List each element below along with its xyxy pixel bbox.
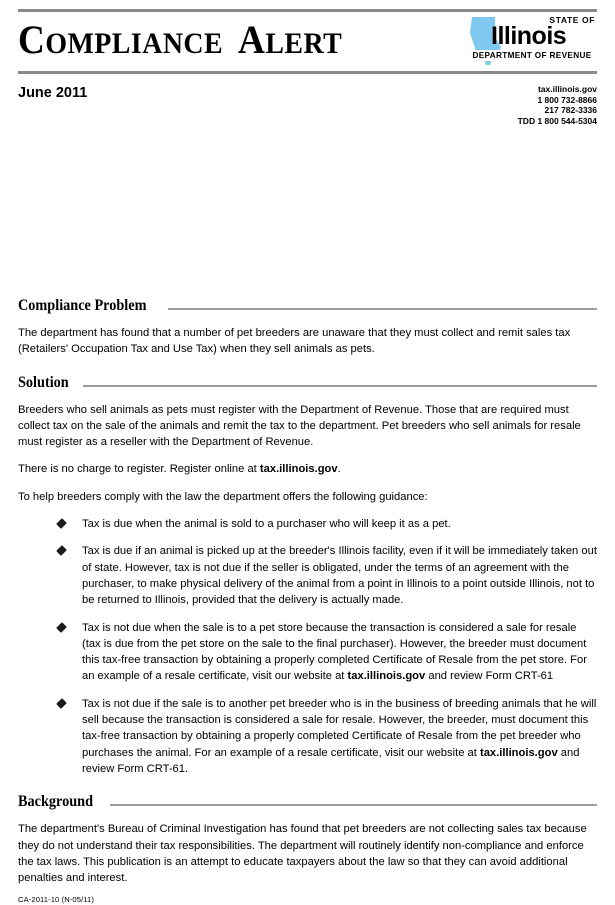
logo-state-of-text: STATE OF — [549, 15, 595, 25]
diamond-bullet-icon — [56, 622, 67, 633]
website-reference: tax.illinois.gov — [259, 463, 338, 476]
info-row — [18, 84, 597, 130]
section-compliance-problem — [18, 298, 597, 358]
solution-paragraph-2-post: . — [337, 463, 341, 476]
list-item — [18, 696, 597, 777]
bullet-text-pre: Tax is not due when the sale is to a pet store because the transaction is considered a sale for resale (tax is due from the pet store on the sale to the final purchaser). However, the breeder must document this tax-free transaction by obtaining a properly completed Certificate of Resale from the pet store. For an example of a resale certificate, visit our website at — [82, 621, 587, 683]
diamond-bullet-icon — [56, 518, 67, 529]
solution-paragraph-2-pre: There is no charge to register. Register online at — [18, 463, 260, 476]
bullet-text-pre: Tax is due when the animal is sold to a purchaser who will keep it as a pet. — [82, 518, 451, 531]
solution-paragraph-3: To help breeders comply with the law the department offers the following guidance: — [18, 490, 428, 503]
section-heading-rule — [110, 804, 597, 806]
masthead — [18, 12, 597, 68]
section-heading-compliance-problem — [18, 298, 597, 314]
bullet-text-bold: tax.illinois.gov — [479, 746, 558, 759]
list-item — [18, 620, 597, 685]
bullet-text-pre: Tax is not due if the sale is to another pet breeder who is in the business of breeding animals that he will sell because the transaction is considered a sale for resale. However, the breeder, must document this tax-free transaction by obtaining a properly completed Certificate of Resale from the pet breeder who purchases the animal. For an example of a resale certificate, visit our website at — [82, 697, 597, 759]
section-heading-text: Background — [18, 793, 94, 811]
section-heading-text: Solution — [18, 373, 69, 391]
contact-toll-free-phone: 1 800 732-8866 — [537, 94, 597, 105]
title-word-compliance: COMPLIANCE — [18, 17, 224, 62]
list-item — [18, 543, 597, 608]
background-paragraph: The department's Bureau of Criminal Investigation has found that pet breeders are not collecting sales tax because they do not understand their tax responsibilities. The department will routinely identify non-compliance and enforce the tax laws. This publication is an attempt to educate taxpayers about the law so that they can avoid additional penalties and interest. — [18, 823, 587, 885]
diamond-bullet-icon — [56, 545, 67, 556]
diamond-bullet-icon — [56, 698, 67, 709]
bullet-text-bold: tax.illinois.gov — [347, 670, 426, 683]
illinois-dor-logo — [465, 15, 597, 67]
section-solution — [18, 375, 597, 778]
list-item — [18, 516, 597, 532]
bullet-text-post: and review Form CRT-61 — [425, 670, 554, 683]
section-heading-text: Compliance Problem — [18, 297, 147, 314]
publication-date: June 2011 — [18, 85, 88, 101]
footer-document-code: CA-2011-10 (N-05/11) — [18, 895, 95, 905]
compliance-problem-paragraph: The department has found that a number of pet breeders are unaware that they must collect and remit sales tax (Retailers' Occupation Tax and Use Tax) when they sell animals as pets. — [18, 327, 571, 356]
section-heading-rule — [83, 385, 597, 387]
contact-website: tax.illinois.gov — [537, 84, 597, 94]
section-background — [18, 794, 597, 886]
title-word-alert: ALERT — [238, 17, 343, 62]
bullet-text-pre: Tax is due if an animal is picked up at the breeder's Illinois facility, even if it will be immediately taken out of state. However, tax is not due if the seller is obligated, under the terms of an agreement with the purchaser, to make physical delivery of the animal from a point in Illinois to a point outside Illinois, not to be returned to Illinois, provided that the delivery is actually made. — [82, 545, 597, 607]
logo-illinois-text: Illinois — [491, 22, 567, 50]
guidance-bullet-list — [18, 516, 597, 777]
contact-block — [518, 84, 597, 126]
solution-paragraph-1: Breeders who sell animals as pets must register with the Department of Revenue. Those that are required must collect tax on the sale of the animals and remit the tax to the department. Pet breeders who sell animals for resale must register as a reseller with the Department of Revenue. — [18, 403, 581, 449]
section-heading-background — [18, 794, 597, 810]
document-page — [0, 9, 615, 905]
section-heading-solution — [18, 375, 597, 391]
contact-local-phone: 217 782-3336 — [544, 105, 597, 115]
solution-paragraph-2 — [18, 461, 597, 477]
logo-department-text: DEPARTMENT OF REVENUE — [467, 50, 597, 61]
bullet-text-post: and review Form CRT-61. — [82, 746, 580, 775]
contact-tdd-phone: TDD 1 800 544-5304 — [517, 115, 597, 126]
blank-spacer — [18, 130, 597, 298]
section-heading-rule — [168, 308, 597, 310]
